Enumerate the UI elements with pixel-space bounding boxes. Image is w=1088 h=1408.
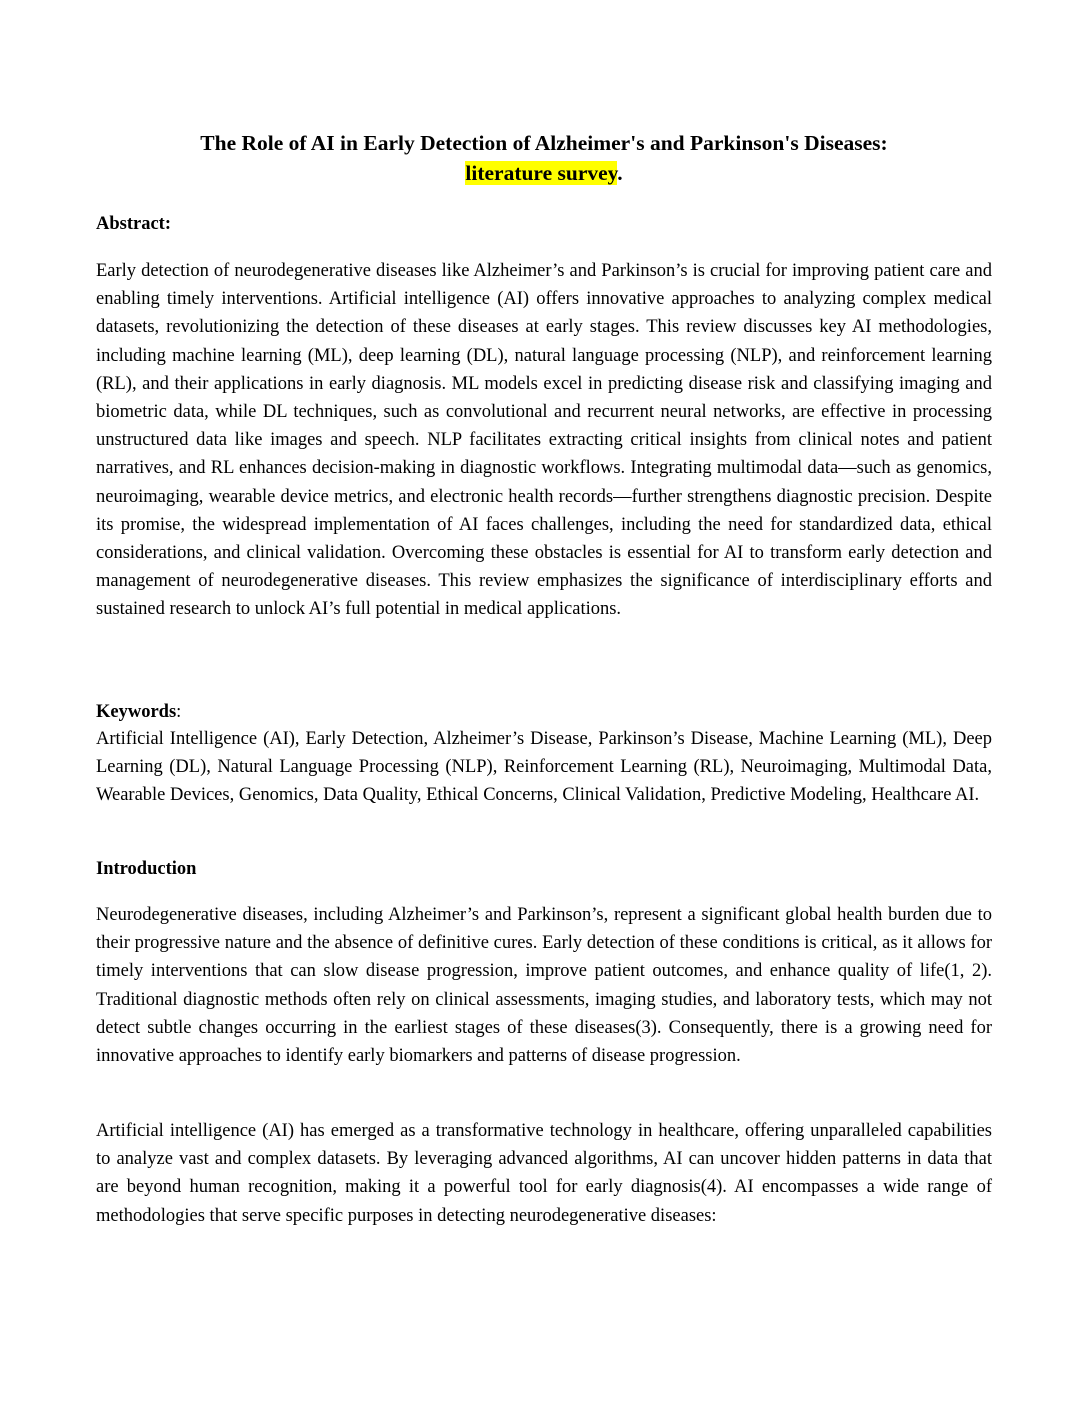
keywords-colon: : — [176, 702, 182, 722]
introduction-heading: Introduction — [96, 859, 197, 879]
abstract-heading: Abstract: — [96, 214, 172, 234]
keywords-heading — [96, 700, 181, 724]
keywords-label: Keywords — [96, 702, 177, 722]
title-line-1: The Role of AI in Early Detection of Alzheimer's and Parkinson's Diseases: — [200, 131, 888, 155]
title-suffix: . — [617, 161, 623, 185]
introduction-paragraph-2: Artificial intelligence (AI) has emerged as a transformative technology in healthcare, offering unparalleled capabilities to analyze vast and complex datasets. By leveraging advanced algorithms, AI can uncover hidden patterns in data that are beyond human recognition, making it a powerful tool for early diagnosis(4). AI encompasses a wide range of methodologies that serve specific purposes in detecting neurodegenerative diseases: — [96, 1121, 992, 1226]
introduction-paragraph-1: Neurodegenerative diseases, including Alzheimer’s and Parkinson’s, represent a significant global health burden due to their progressive nature and the absence of definitive cures. Early detection of these conditions is critical, as it allows for timely interventions that can slow disease progression, improve patient outcomes, and enhance quality of life(1, 2). Traditional diagnostic methods often rely on clinical assessments, imaging studies, and laboratory tests, which may not detect subtle changes occurring in the earliest stages of these diseases(3). Consequently, there is a growing need for innovative approaches to identify early biomarkers and patterns of disease progression. — [96, 905, 992, 1067]
paper-title — [96, 128, 992, 188]
abstract-text: Early detection of neurodegenerative diseases like Alzheimer’s and Parkinson’s is crucial for improving patient care and enabling timely interventions. Artificial intelligence (AI) offers innovative approaches to analyzing complex medical datasets, revolutionizing the detection of these diseases at early stages. This review discusses key AI methodologies, including machine learning (ML), deep learning (DL), natural language processing (NLP), and reinforcement learning (RL), and their applications in early diagnosis. ML models excel in predicting disease risk and classifying imaging and biometric data, while DL techniques, such as convolutional and recurrent neural networks, are effective in processing unstructured data like images and speech. NLP facilitates extracting critical insights from clinical notes and patient narratives, and RL enhances decision-making in diagnostic workflows. Integrating multimodal data—such as genomics, neuroimaging, wearable device metrics, and electronic health records—further strengthens diagnostic precision. Despite its promise, the widespread implementation of AI faces challenges, including the need for standardized data, ethical considerations, and clinical validation. Overcoming these obstacles is essential for AI to transform early detection and management of neurodegenerative diseases. This review emphasizes the significance of interdisciplinary efforts and sustained research to unlock AI’s full potential in medical applications. — [96, 261, 992, 620]
keywords-text: Artificial Intelligence (AI), Early Detection, Alzheimer’s Disease, Parkinson’s Disease, Machine Learning (ML), Deep Learning (DL), Natural Language Processing (NLP), Reinforcement Learning (RL), Neuroimaging, Multimodal Data, Wearable Devices, Genomics, Data Quality, Ethical Concerns, Clinical Validation, Predictive Modeling, Healthcare AI. — [96, 729, 992, 806]
title-line-2 — [96, 158, 992, 188]
highlighted-text: literature survey — [465, 161, 618, 185]
